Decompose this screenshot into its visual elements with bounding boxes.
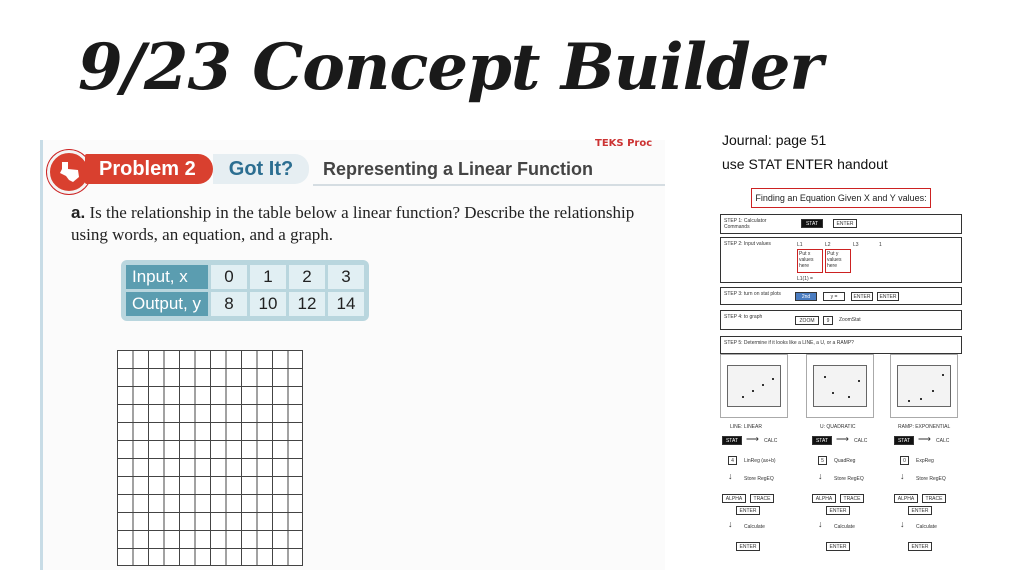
store-label: Store RegEQ [834,476,864,482]
calculator-screen [813,365,867,407]
column-heading: U: QUADRATIC [820,424,856,430]
calculate-label: Calculate [744,524,765,530]
step-2 [720,237,962,283]
journal-note: Journal: page 51 [722,132,827,148]
step-4 [720,310,962,330]
regression-label: ExpReg [916,458,934,464]
nine-key: 9 [823,316,833,325]
input-output-table [121,260,369,321]
enter-key: ENTER [877,292,899,301]
zoom-key: ZOOM [795,316,819,325]
enter-key: ENTER [908,506,932,515]
stat-key: STAT [801,219,823,228]
quadratic-plot-screen [806,354,874,418]
output-cell: 14 [328,292,364,316]
step-label: STEP 2: Input values [724,241,771,247]
enter-key: ENTER [908,542,932,551]
handout-note: use STAT ENTER handout [722,156,888,172]
output-cell: 8 [211,292,247,316]
column-heading: RAMP: EXPONENTIAL [898,424,951,430]
problem-banner [43,148,665,188]
calc-label: CALC [854,438,868,444]
output-cell: 12 [289,292,325,316]
calc-label: CALC [936,438,950,444]
input-cell: 2 [289,265,325,289]
calculator-screen [897,365,951,407]
step-label: STEP 1: Calculator Commands [724,218,767,230]
input-cell: 0 [211,265,247,289]
input-cell: 3 [328,265,364,289]
enter-key: ENTER [833,219,857,228]
cutoff-text: TEKS Proc [595,138,653,149]
trace-key: TRACE [922,494,946,503]
down-arrow-icon: ↓ [818,471,823,481]
input-header: Input, x [126,265,208,289]
step-label: STEP 4: to graph [724,314,763,320]
stat-enter-handout [718,188,968,568]
exponential-column [890,424,972,564]
down-arrow-icon: ↓ [900,471,905,481]
put-y-note: Put y values here [825,249,851,273]
right-arrow-icon: ⟶ [746,434,759,444]
right-arrow-icon: ⟶ [918,434,931,444]
step-5 [720,336,962,354]
banner-divider [313,184,665,186]
problem-label: Problem 2 [85,154,213,184]
regression-label: LinReg (ax+b) [744,458,776,464]
list-header: L1 [797,242,803,248]
enter-key: ENTER [851,292,873,301]
2nd-key: 2nd [795,292,817,301]
trace-key: TRACE [840,494,864,503]
down-arrow-icon: ↓ [900,519,905,529]
quadratic-column [808,424,890,564]
menu-number-key: 0 [900,456,909,465]
part-letter: a. [71,203,86,222]
list-header: L3 [853,242,859,248]
enter-key: ENTER [736,506,760,515]
linear-column [718,424,800,564]
enter-key: ENTER [736,542,760,551]
slide-title: 9/23 Concept Builder [78,30,823,105]
step-label: STEP 3: turn on stat plots [724,291,781,297]
down-arrow-icon: ↓ [818,519,823,529]
step-3 [720,287,962,305]
textbook-excerpt [40,140,665,570]
table-row [126,292,364,316]
stat-key: STAT [722,436,742,445]
enter-key: ENTER [826,506,850,515]
got-it-label: Got It? [213,154,309,184]
calculate-label: Calculate [834,524,855,530]
problem-title: Representing a Linear Function [323,159,594,179]
table-row [126,265,364,289]
right-arrow-icon: ⟶ [836,434,849,444]
exponential-plot-screen [890,354,958,418]
handout-title: Finding an Equation Given X and Y values: [751,188,931,208]
list-header: 1 [879,242,882,248]
menu-number-key: 4 [728,456,737,465]
question-text [71,202,641,246]
regression-label: QuadReg [834,458,856,464]
calculator-screen [727,365,781,407]
column-heading: LINE: LINEAR [730,424,762,430]
menu-number-key: 5 [818,456,827,465]
stat-key: STAT [894,436,914,445]
store-label: Store RegEQ [744,476,774,482]
alpha-key: ALPHA [812,494,836,503]
calculate-label: Calculate [916,524,937,530]
output-cell: 10 [250,292,286,316]
alpha-key: ALPHA [722,494,746,503]
put-x-note: Put x values here [797,249,823,273]
trace-key: TRACE [750,494,774,503]
step-label: STEP 5: Determine if it looks like a LINE, a U, or a RAMP? [724,340,854,346]
zoomstat-label: ZoomStat [839,317,861,323]
linear-plot-screen [720,354,788,418]
graph-grid [117,350,303,566]
y-equals-key: y = [823,292,845,301]
store-label: Store RegEQ [916,476,946,482]
stat-key: STAT [812,436,832,445]
list-footer: L1(1) = [797,276,813,282]
enter-key: ENTER [826,542,850,551]
list-header: L2 [825,242,831,248]
down-arrow-icon: ↓ [728,519,733,529]
alpha-key: ALPHA [894,494,918,503]
output-header: Output, y [126,292,208,316]
input-cell: 1 [250,265,286,289]
question-body: Is the relationship in the table below a linear function? Describe the relationship using words, an equation, and a graph. [71,203,635,244]
calc-label: CALC [764,438,778,444]
down-arrow-icon: ↓ [728,471,733,481]
step-1 [720,214,962,234]
